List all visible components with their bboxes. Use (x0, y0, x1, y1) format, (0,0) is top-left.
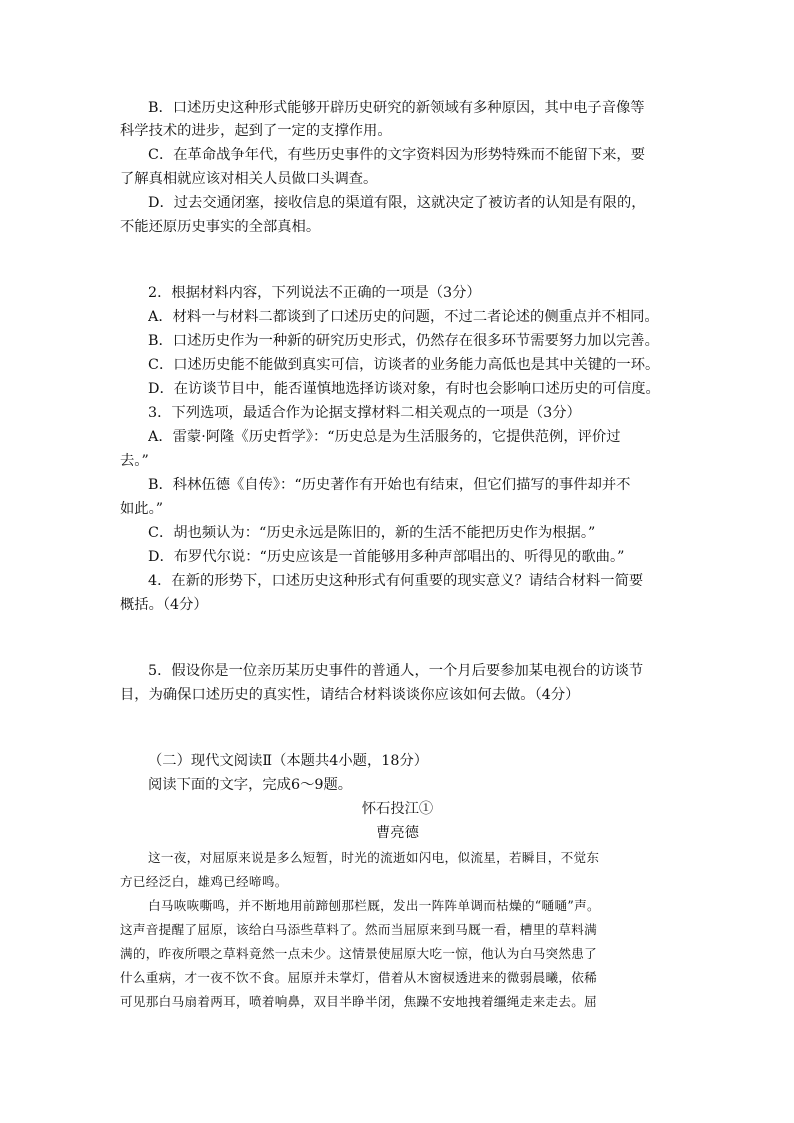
article-para-2-line-4: 什么重病，才一夜不饮不食。屈原并未掌灯，借着从木窗棂透进来的微弱晨曦，依稀 (120, 970, 598, 985)
article-para-1-line-2: 方已经泛白，雄鸡已经啼鸣。 (120, 874, 288, 889)
question-2: 2．根据材料内容，下列说法不正确的一项是（3分） (148, 285, 481, 301)
q3-option-a-line-2: 去。” (120, 453, 149, 469)
q3-option-d: D．布罗代尔说：“历史应该是一首能够用多种声部唱出的、听得见的歌曲。” (148, 549, 625, 565)
option-d-line-1: D．过去交通闭塞，接收信息的渠道有限，这就决定了被访者的认知是有限的， (148, 195, 646, 211)
section-heading: （二）现代文阅读Ⅱ（本题共4小题，18分） (148, 753, 429, 769)
question-4-line-1: 4．在新的形势下，口述历史这种形式有何重要的现实意义？请结合材料一简要 (148, 573, 644, 589)
question-4-line-2: 概括。（4分） (120, 597, 208, 613)
option-b-line-2: 科学技术的进步，起到了一定的支撑作用。 (120, 123, 392, 139)
question-5-line-1: 5．假设你是一位亲历某历史事件的普通人，一个月后要参加某电视台的访谈节 (148, 663, 644, 679)
q2-option-b: B．口述历史作为一种新的研究历史形式，仍然存在很多环节需要努力加以完善。 (148, 333, 659, 349)
option-d-line-2: 不能还原历史事实的全部真相。 (120, 219, 321, 235)
option-b-line-1: B．口述历史这种形式能够开辟历史研究的新领域有多种原因，其中电子音像等 (148, 100, 645, 116)
q3-option-a-line-1: A．雷蒙·阿隆《历史哲学》：“历史总是为生活服务的，它提供范例，评价过 (148, 429, 621, 445)
option-c-line-1: C．在革命战争年代，有些历史事件的文字资料因为形势特殊而不能留下来，要 (148, 147, 646, 163)
article-para-2-line-5: 可见那白马扇着两耳，喷着响鼻，双目半睁半闭，焦躁不安地拽着缰绳走来走去。屈 (120, 994, 598, 1009)
article-para-2-line-2: 这声音提醒了屈原，该给白马添些草料了。然而当屈原来到马厩一看，槽里的草料满 (120, 922, 598, 937)
q2-option-a: A．材料一与材料二都谈到了口述历史的问题，不过二者论述的侧重点并不相同。 (148, 309, 659, 325)
article-para-2-line-3: 满的，昨夜所喂之草料竟然一点未少。这情景使屈原大吃一惊，他认为白马突然患了 (120, 946, 598, 961)
question-5-line-2: 目，为确保口述历史的真实性，请结合材料谈谈你应该如何去做。（4分） (120, 687, 580, 703)
article-para-1-line-1: 这一夜，对屈原来说是多么短暂，时光的流逝如闪电，似流星，若瞬目，不觉东 (148, 850, 600, 865)
article-title: 怀石投江① (361, 801, 434, 817)
q3-option-b-line-1: B．科林伍德《自传》：“历史著作有开始也有结束，但它们描写的事件却并不 (148, 477, 631, 493)
article-author: 曹亮德 (376, 825, 419, 841)
reading-instruction: 阅读下面的文字，完成6～9题。 (148, 777, 353, 793)
q2-option-c: C．口述历史能不能做到真实可信，访谈者的业务能力高低也是其中关键的一环。 (148, 357, 660, 373)
q3-option-c: C．胡也频认为：“历史永远是陈旧的，新的生活不能把历史作为根据。” (148, 525, 596, 541)
option-c-line-2: 了解真相就应该对相关人员做口头调查。 (120, 171, 378, 187)
q2-option-d: D．在访谈节目中，能否谨慎地选择访谈对象，有时也会影响口述历史的可信度。 (148, 381, 660, 397)
q3-option-b-line-2: 如此。” (120, 501, 164, 517)
article-para-2-line-1: 白马咴咴嘶鸣，并不断地用前蹄刨那栏厩，发出一阵阵单调而枯燥的“嗵嗵”声。 (148, 898, 600, 913)
question-3: 3．下列选项，最适合作为论据支撑材料二相关观点的一项是（3分） (148, 405, 581, 421)
